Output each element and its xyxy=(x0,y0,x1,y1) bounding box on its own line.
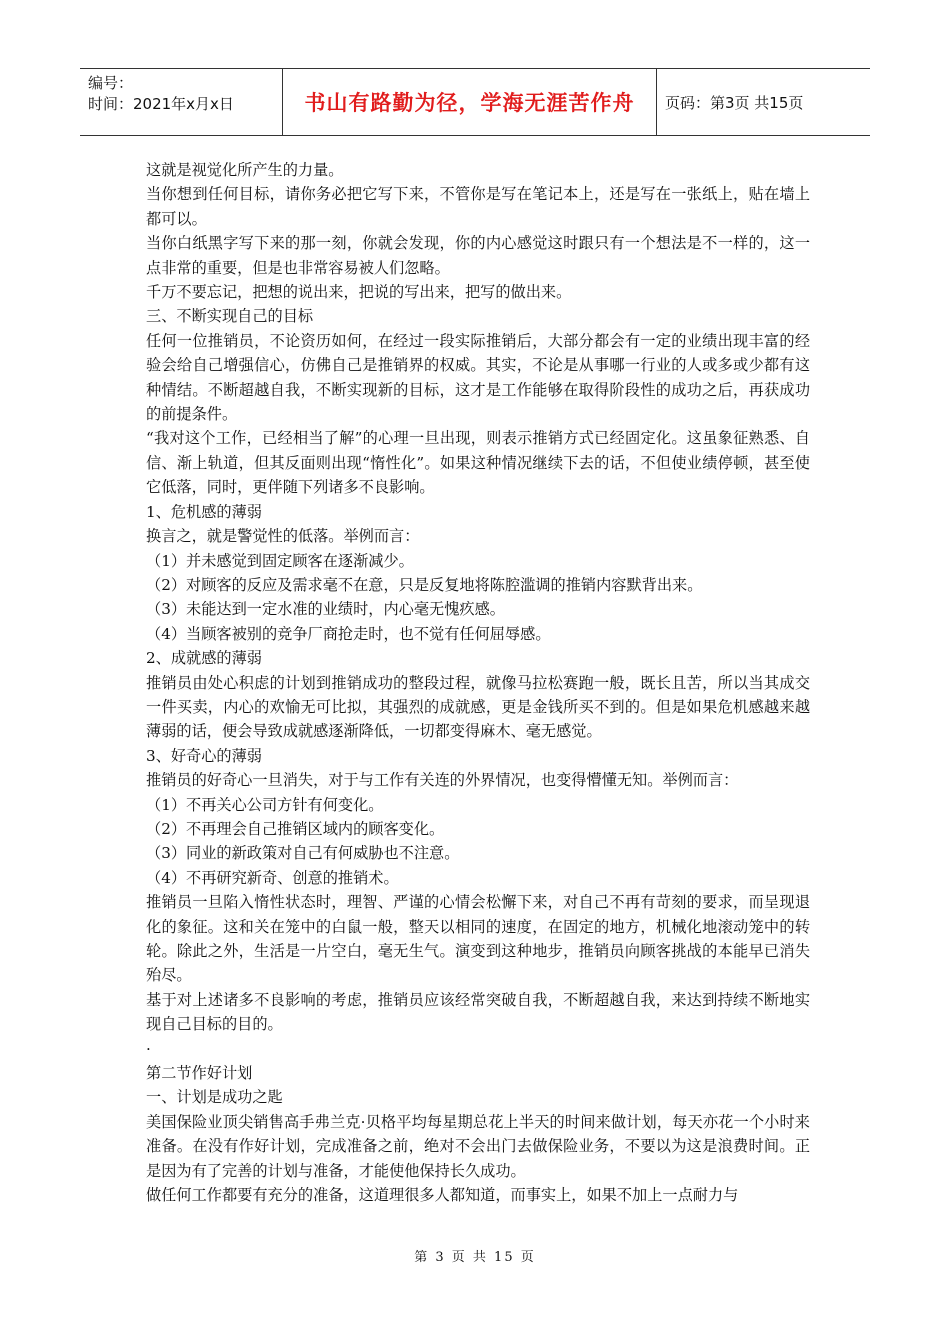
paragraph: 推销员由处心积虑的计划到推销成功的整段过程，就像马拉松赛跑一般，既长且苦，所以当其成交一件买卖，内心的欢愉无可比拟，其强烈的成就感，更是金钱所买不到的。但是如果危机感越来越薄弱的话，便会导致成就感逐渐降低，一切都变得麻木、毫无感觉。 xyxy=(146,673,810,741)
paragraph: 做任何工作都要有充分的准备，这道理很多人都知道，而事实上，如果不加上一点耐力与 xyxy=(146,1186,739,1205)
header-meta-cell xyxy=(80,69,283,135)
list-item: （2）不再理会自己推销区域内的顾客变化。 xyxy=(146,819,445,838)
doc-number-label: 编号： xyxy=(88,74,134,92)
bullet-dot: · xyxy=(146,1039,151,1058)
list-item: （4）不再研究新奇、创意的推销术。 xyxy=(146,868,399,887)
paragraph: 任何一位推销员，不论资历如何，在经过一段实际推销后，大部分都会有一定的业绩出现丰富的经验会给自己增强信心，仿佛自己是推销界的权威。其实，不论是从事哪一行业的人或多或少都有这种情结。不断超越自我，不断实现新的目标，这才是工作能够在取得阶段性的成功之后，再获成功的前提条件。 xyxy=(146,331,810,424)
document-body xyxy=(146,158,810,1207)
paragraph: 千万不要忘记，把想的说出来，把说的写出来，把写的做出来。 xyxy=(146,283,572,302)
list-item: （1）不再关心公司方针有何变化。 xyxy=(146,795,384,814)
section-heading: 第二节作好计划 xyxy=(146,1064,253,1083)
section-heading: 三、不断实现自己的目标 xyxy=(146,307,314,326)
page-footer: 第 3 页 共 15 页 xyxy=(414,1250,536,1265)
list-item: （3）未能达到一定水准的业绩时，内心毫无愧疚感。 xyxy=(146,600,505,619)
subsection-heading: 3、好奇心的薄弱 xyxy=(146,746,262,765)
list-item: （1）并未感觉到固定顾客在逐渐减少。 xyxy=(146,551,414,570)
subsection-heading: 1、危机感的薄弱 xyxy=(146,502,262,521)
paragraph: 推销员的好奇心一旦消失，对于与工作有关连的外界情况，也变得懵懂无知。举例而言： xyxy=(146,771,739,790)
list-item: （3）同业的新政策对自己有何威胁也不注意。 xyxy=(146,844,460,863)
paragraph: 基于对上述诸多不良影响的考虑，推销员应该经常突破自我，不断超越自我，来达到持续不断地实现自己目标的目的。 xyxy=(146,990,810,1034)
header-page-info: 页码：第3页 共15页 xyxy=(665,93,804,112)
paragraph: 美国保险业顶尖销售高手弗兰克·贝格平均每星期总花上半天的时间来做计划，每天亦花一个小时来准备。在没有作好计划，完成准备之前，绝对不会出门去做保险业务，不要以为这是浪费时间。正是因为有了完善的计划与准备，才能使他保持长久成功。 xyxy=(146,1112,810,1180)
section-heading: 一、计划是成功之匙 xyxy=(146,1088,283,1107)
header-motto: 书山有路勤为径，学海无涯苦作舟 xyxy=(283,69,657,135)
list-item: （4）当顾客被别的竞争厂商抢走时，也不觉有任何屈辱感。 xyxy=(146,624,551,643)
subsection-heading: 2、成就感的薄弱 xyxy=(146,649,262,668)
paragraph: “我对这个工作，已经相当了解”的心理一旦出现，则表示推销方式已经固定化。这虽象征熟悉、自信、渐上轨道，但其反面则出现“惰性化”。如果这种情况继续下去的话，不但使业绩停顿，甚至使它低落，同时，更伴随下列诸多不良影响。 xyxy=(146,429,810,497)
page-header xyxy=(80,68,870,136)
paragraph: 推销员一旦陷入惰性状态时，理智、严谨的心情会松懈下来，对自己不再有苛刻的要求，而呈现退化的象征。这和关在笼中的白鼠一般，整天以相同的速度，在固定的地方，机械化地滚动笼中的转轮。除此之外，生活是一片空白，毫无生气。演变到这种地步，推销员向顾客挑战的本能早已消失殆尽。 xyxy=(146,893,810,985)
paragraph: 当你想到任何目标，请你务必把它写下来，不管你是写在笔记本上，还是写在一张纸上，贴在墙上都可以。 xyxy=(146,185,810,228)
paragraph: 换言之，就是警觉性的低落。举例而言： xyxy=(146,527,420,546)
date-label: 时间：2021年x月x日 xyxy=(88,95,234,113)
paragraph: 这就是视觉化所产生的力量。 xyxy=(146,161,344,179)
list-item: （2）对顾客的反应及需求毫不在意，只是反复地将陈腔滥调的推销内容默背出来。 xyxy=(146,575,703,594)
paragraph: 当你白纸黑字写下来的那一刻，你就会发现，你的内心感觉这时跟只有一个想法是不一样的，这一点非常的重要，但是也非常容易被人们忽略。 xyxy=(146,234,810,277)
